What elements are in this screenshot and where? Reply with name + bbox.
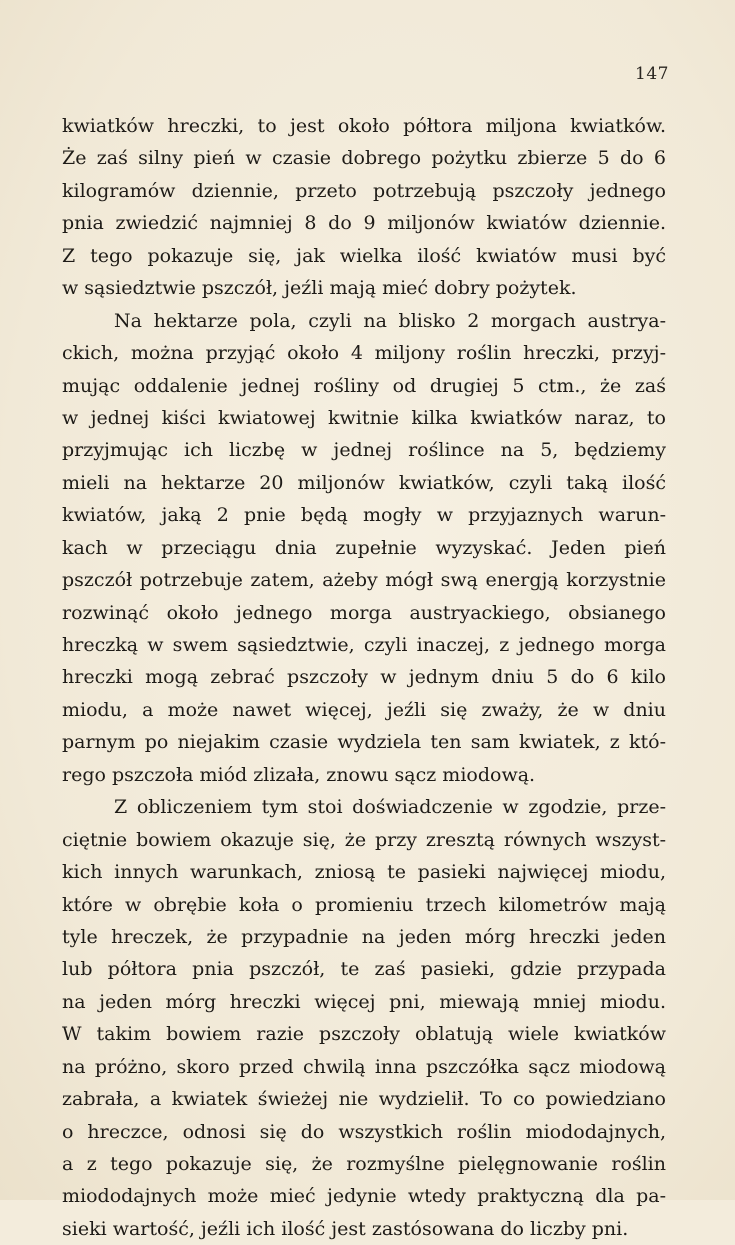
text-line: a z tego pokazuje się, że rozmyślne pielęgnowanie roślin <box>62 1153 666 1175</box>
text-line: które w obrębie koła o promieniu trzech kilometrów mają <box>62 893 666 916</box>
text-line: rego pszczoła miód zlizała, znowu sącz miodową. <box>62 763 536 786</box>
text-line: zabrała, a kwiatek świeżej nie wydzielił. To co powiedziano <box>62 1088 666 1111</box>
text-line: kach w przeciągu dnia zupełnie wyzyskać. Jeden pień <box>62 536 666 559</box>
text-line: kich innych warunkach, zniosą te pasieki najwięcej miodu, <box>62 861 666 884</box>
text-line: Że zaś silny pień w czasie dobrego pożytku zbierze 5 do 6 <box>62 147 666 170</box>
text-line: Na hektarze pola, czyli na blisko 2 morgach austrya- <box>114 309 666 332</box>
text-line: parnym po niejakim czasie wydziela ten sam kwiatek, z któ- <box>62 731 666 754</box>
text-line: hreczki mogą zebrać pszczoły w jednym dniu 5 do 6 kilo <box>62 666 666 689</box>
text-line: na jeden mórg hreczki więcej pni, miewają mniej miodu. <box>62 990 666 1013</box>
text-line: pnia zwiedzić najmniej 8 do 9 miljonów kwiatów dziennie. <box>62 212 666 235</box>
text-line: Z obliczeniem tym stoi doświadczenie w zgodzie, prze- <box>114 796 666 819</box>
text-line: mując oddalenie jednej rośliny od drugiej 5 ctm., że zaś <box>62 374 666 397</box>
text-line: ckich, można przyjąć około 4 miljony roślin hreczki, przyj- <box>62 342 666 365</box>
text-line: Z tego pokazuje się, jak wielka ilość kwiatów musi być <box>62 244 666 267</box>
text-line: hreczką w swem sąsiedztwie, czyli inaczej, z jednego morga <box>62 634 666 656</box>
text-line: miododajnych może mieć jedynie wtedy praktyczną dla pa- <box>62 1185 666 1208</box>
text-line: w sąsiedztwie pszczół, jeźli mają mieć dobry pożytek. <box>62 277 577 300</box>
text-line: lub półtora pnia pszczół, te zaś pasieki, gdzie przypada <box>62 958 666 981</box>
text-line: rozwinąć około jednego morga austryackiego, obsianego <box>62 601 666 624</box>
text-line: kwiatków hreczki, to jest około półtora miljona kwiatków. <box>62 115 666 137</box>
text-line: ciętnie bowiem okazuje się, że przy zresztą równych wszyst- <box>62 828 666 851</box>
text-line: na próżno, skoro przed chwilą inna pszczółka sącz miodową <box>62 1055 666 1078</box>
page-number: 147 <box>635 64 669 84</box>
text-line: miodu, a może nawet więcej, jeźli się zważy, że w dniu <box>62 698 666 721</box>
text-line: kwiatów, jaką 2 pnie będą mogły w przyjaznych warun- <box>62 504 666 527</box>
text-line: W takim bowiem razie pszczoły oblatują wiele kwiatków <box>62 1023 666 1046</box>
text-line: sieki wartość, jeźli ich ilość jest zastósowana do liczby pni. <box>62 1217 629 1240</box>
text-line: tyle hreczek, że przypadnie na jeden mórg hreczki jeden <box>62 925 666 948</box>
text-line: przyjmując ich liczbę w jednej roślince na 5, będziemy <box>62 439 666 462</box>
page-text <box>62 110 666 1245</box>
text-line: kilogramów dziennie, przeto potrzebują pszczoły jednego <box>62 179 666 202</box>
text-line: mieli na hektarze 20 miljonów kwiatków, czyli taką ilość <box>62 471 666 494</box>
text-line: o hreczce, odnosi się do wszystkich roślin miododajnych, <box>62 1120 666 1143</box>
text-line: w jednej kiści kwiatowej kwitnie kilka kwiatków naraz, to <box>62 406 666 429</box>
text-line: pszczół potrzebuje zatem, ażeby mógł swą energją korzystnie <box>62 569 666 592</box>
